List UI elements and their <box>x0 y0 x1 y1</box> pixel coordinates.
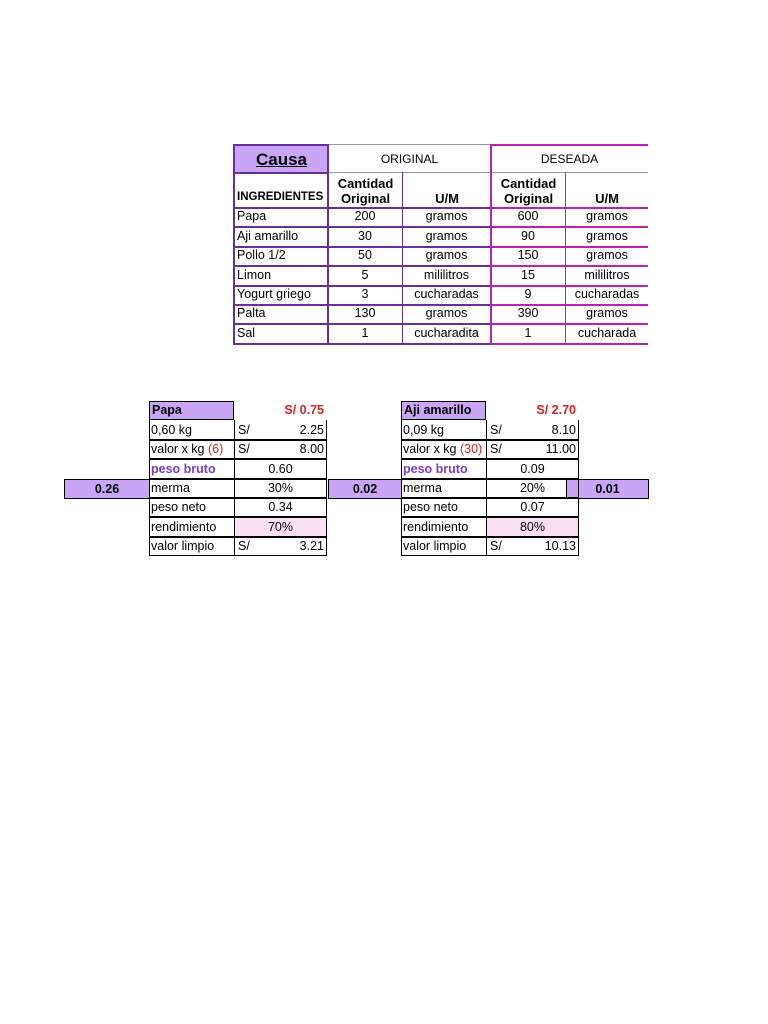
des-um: gramos <box>586 306 628 321</box>
papa-price: S/ 0.75 <box>284 403 324 418</box>
ingredient-name: Yogurt griego <box>237 287 311 302</box>
des-qty-header: Cantidad Original <box>500 175 557 206</box>
aji-row-kg-value: 8.10 <box>551 422 576 437</box>
papa-row-kg-currency: S/ <box>238 422 250 437</box>
orig-um: mililitros <box>423 267 470 282</box>
ingredient-name: Pollo 1/2 <box>237 248 286 263</box>
papa-valor-kg-value: 8.00 <box>299 442 324 457</box>
papa-valor-kg-label: valor x kg (6) <box>151 442 224 457</box>
orig-um-header: U/M <box>435 190 459 206</box>
orig-qty: 200 <box>354 209 376 224</box>
aji-row-merma-value: 20% <box>519 481 546 496</box>
orig-qty: 5 <box>361 267 369 282</box>
aji-valor-kg-label: valor x kg (30) <box>403 442 483 457</box>
ingredient-name: Limon <box>237 267 272 282</box>
recipe-title-cell <box>235 146 328 172</box>
aji-title: Aji amarillo <box>401 401 486 420</box>
des-qty: 15 <box>521 267 535 282</box>
aji-row-valor-limpio-currency: S/ <box>490 539 502 554</box>
merma-left-value: 0.26 <box>64 479 150 499</box>
papa-row-peso-bruto-value: 0.60 <box>268 461 293 476</box>
aji-row-merma-label: merma <box>403 481 442 496</box>
ingredient-name: Palta <box>237 306 266 321</box>
des-um: gramos <box>586 209 628 224</box>
recipe-title: Causa <box>255 149 308 169</box>
desired-header: DESEADA <box>540 152 599 166</box>
papa-row-peso-bruto-label: peso bruto <box>151 461 216 476</box>
orig-qty-header: Cantidad Original <box>337 175 394 206</box>
orig-um: gramos <box>425 248 468 263</box>
papa-row-valor-limpio-currency: S/ <box>238 539 250 554</box>
papa-row-valor-limpio-label: valor limpio <box>151 539 215 554</box>
aji-row-valor-limpio-label: valor limpio <box>403 539 467 554</box>
des-um: cucharada <box>577 325 637 340</box>
papa-valor-kg-currency: S/ <box>238 442 250 457</box>
des-um: gramos <box>586 228 628 243</box>
orig-qty: 1 <box>361 325 369 340</box>
ingredient-name: Sal <box>237 325 256 340</box>
papa-row-peso-neto-label: peso neto <box>151 500 206 515</box>
orig-um: cucharadita <box>414 325 479 340</box>
des-qty: 9 <box>524 287 532 302</box>
aji-row-kg-label: 0,09 kg <box>403 422 445 437</box>
aji-row-kg-currency: S/ <box>490 422 502 437</box>
papa-title: Papa <box>149 401 234 420</box>
aji-valor-kg-currency: S/ <box>490 442 502 457</box>
ingredient-name: Papa <box>237 209 267 224</box>
original-header: ORIGINAL <box>380 152 439 166</box>
papa-row-rendimiento-value: 70% <box>235 518 326 535</box>
papa-row-rendimiento-label: rendimiento <box>151 519 217 534</box>
papa-row-merma-label: merma <box>151 481 190 496</box>
des-um-header: U/M <box>595 190 619 206</box>
merma-middle-value: 0.02 <box>328 479 402 499</box>
orig-qty: 50 <box>358 248 372 263</box>
orig-um: gramos <box>425 228 468 243</box>
papa-row-kg-value: 2.25 <box>299 422 324 437</box>
aji-row-peso-bruto-value: 0.09 <box>520 461 545 476</box>
des-um: cucharadas <box>574 287 640 302</box>
papa-row-merma-value: 30% <box>267 481 294 496</box>
aji-row-peso-neto-label: peso neto <box>403 500 458 515</box>
papa-row-peso-neto-value: 0.34 <box>268 500 293 515</box>
orig-um: gramos <box>425 209 468 224</box>
ingredients-header: INGREDIENTES <box>237 191 324 204</box>
aji-row-rendimiento-value: 80% <box>487 518 578 535</box>
des-um: gramos <box>586 248 628 263</box>
merma-right-value: 0.01 <box>566 479 649 499</box>
papa-row-kg-label: 0,60 kg <box>151 422 193 437</box>
orig-qty: 30 <box>358 228 372 243</box>
aji-row-peso-neto-value: 0.07 <box>520 500 545 515</box>
des-um: mililitros <box>584 267 630 282</box>
ingredient-name: Aji amarillo <box>237 228 299 243</box>
des-qty: 390 <box>517 306 539 321</box>
papa-row-valor-limpio-value: 3.21 <box>299 539 324 554</box>
des-qty: 150 <box>517 248 539 263</box>
orig-qty: 130 <box>354 306 376 321</box>
des-qty: 600 <box>517 209 539 224</box>
aji-valor-kg-value: 11.00 <box>545 442 576 457</box>
des-qty: 1 <box>524 325 532 340</box>
orig-um: cucharadas <box>414 287 479 302</box>
aji-row-peso-bruto-label: peso bruto <box>403 461 468 476</box>
aji-row-rendimiento-label: rendimiento <box>403 519 469 534</box>
orig-qty: 3 <box>361 287 369 302</box>
orig-um: gramos <box>425 306 468 321</box>
aji-row-valor-limpio-value: 10.13 <box>544 539 576 554</box>
aji-price: S/ 2.70 <box>536 403 576 418</box>
des-qty: 90 <box>521 228 535 243</box>
